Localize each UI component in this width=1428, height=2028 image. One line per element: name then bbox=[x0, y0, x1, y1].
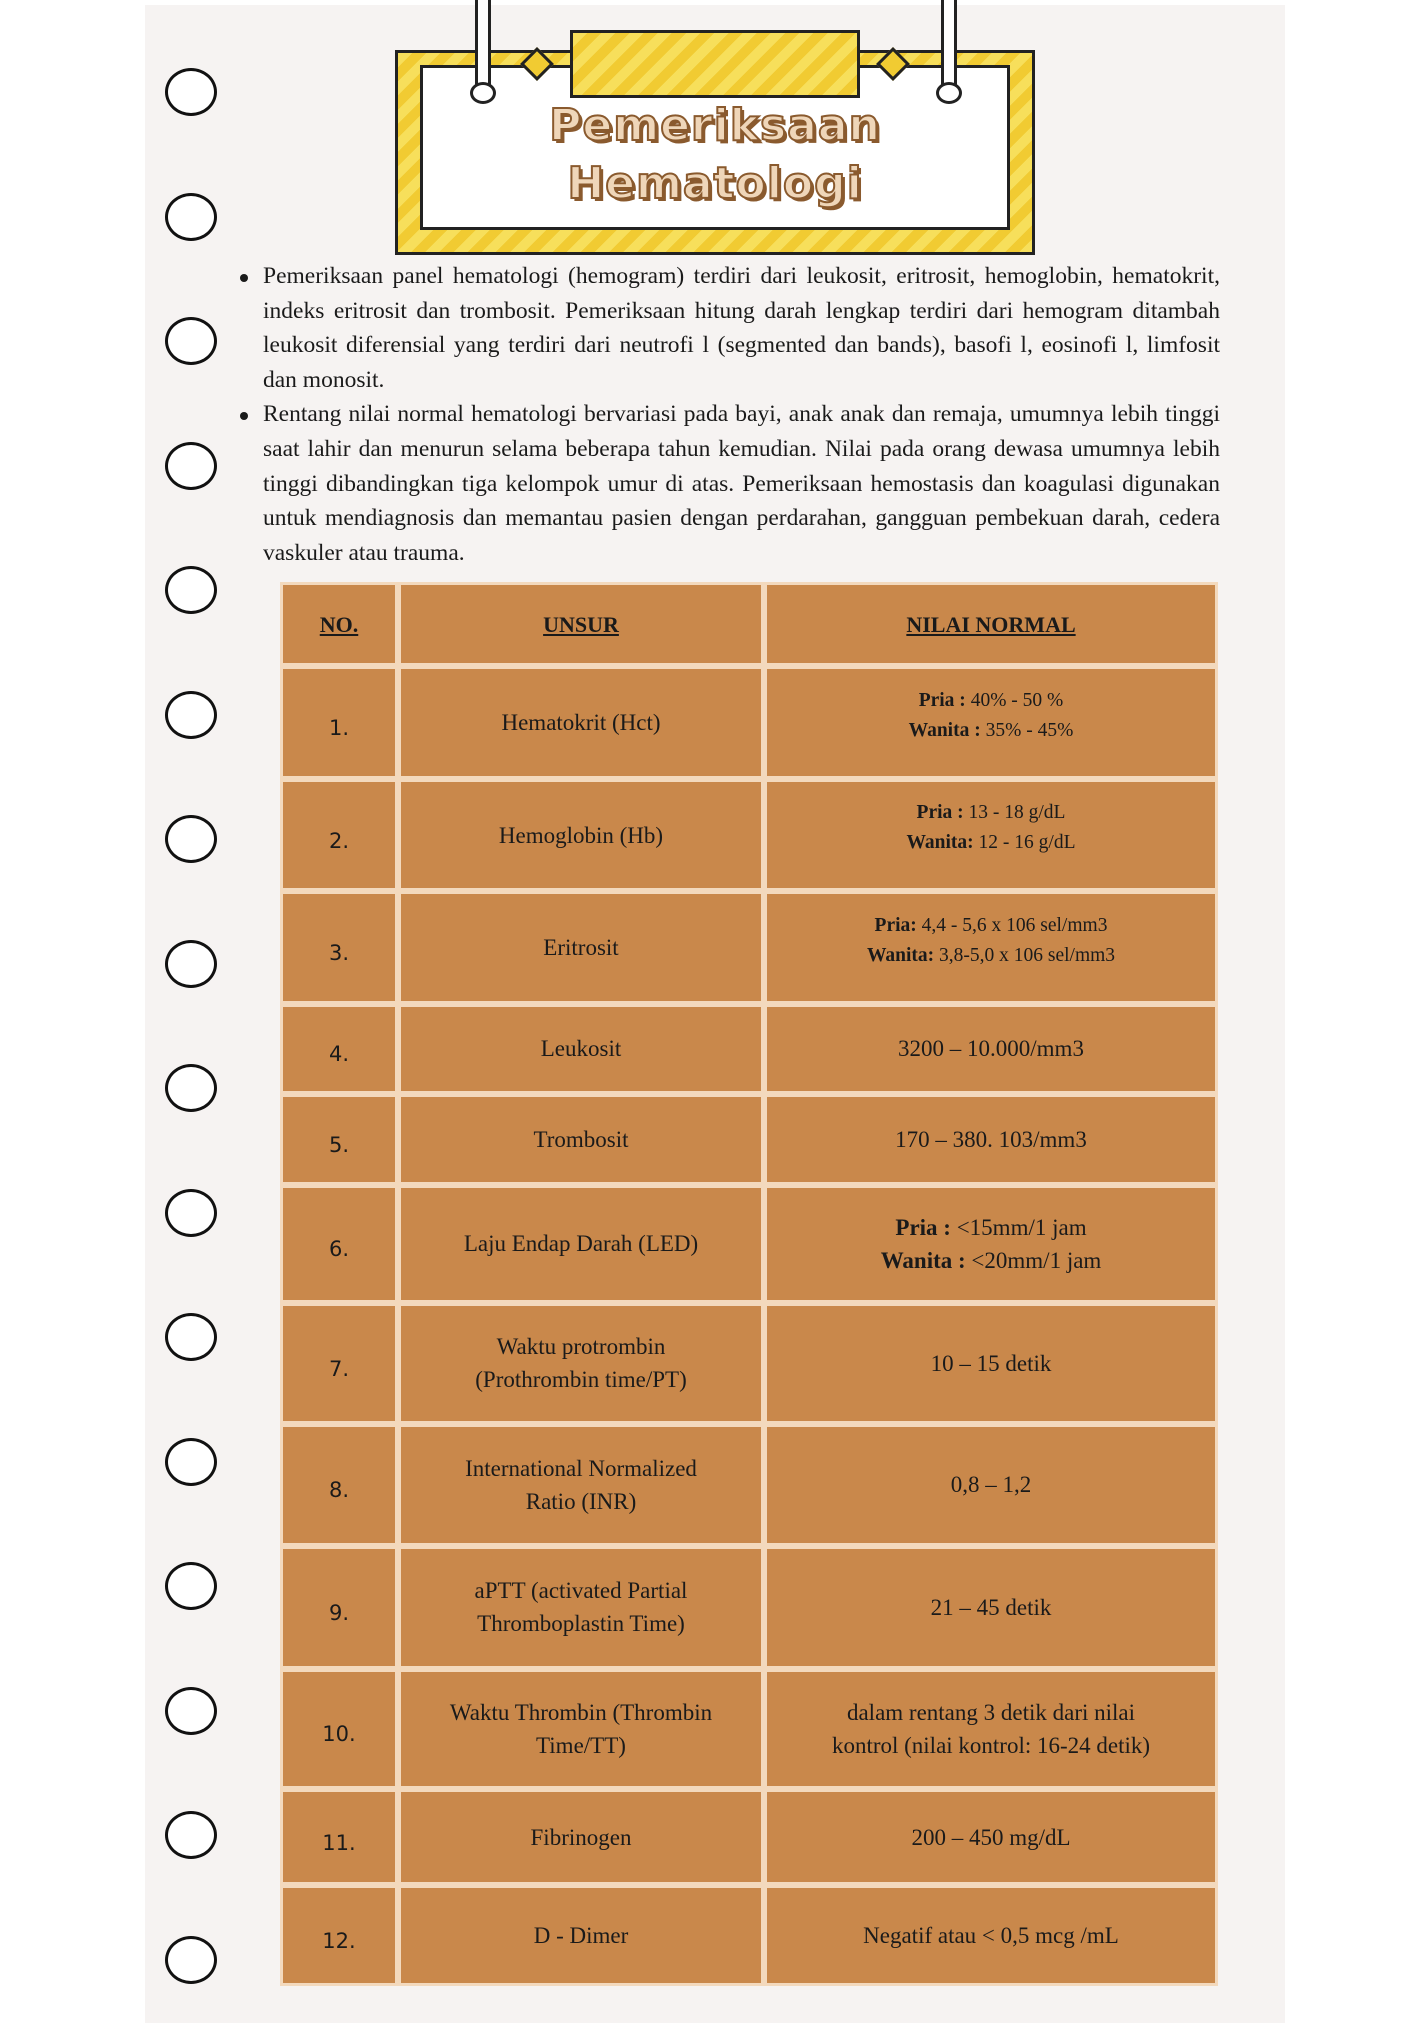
row-number: 11. bbox=[280, 1789, 398, 1885]
row-unsur bbox=[398, 1669, 764, 1790]
sex-label: Wanita: bbox=[906, 832, 974, 854]
binder-ring-icon bbox=[165, 317, 217, 365]
header-unsur: UNSUR bbox=[398, 582, 764, 666]
unsur-line: Waktu protrombin bbox=[496, 1334, 666, 1360]
row-unsur: Hemoglobin (Hb) bbox=[398, 779, 764, 891]
unsur-line: International Normalized bbox=[465, 1455, 697, 1481]
table-row bbox=[280, 666, 1218, 778]
binder-ring-icon bbox=[165, 442, 217, 490]
row-nilai bbox=[764, 666, 1218, 778]
binder-ring-icon bbox=[165, 1438, 217, 1486]
row-number: 8. bbox=[280, 1424, 398, 1547]
row-unsur bbox=[398, 1546, 764, 1669]
table-row bbox=[280, 891, 1218, 1003]
table-row bbox=[280, 1424, 1218, 1547]
bullet-list bbox=[238, 259, 1220, 570]
row-unsur bbox=[398, 1424, 764, 1547]
binder-ring-icon bbox=[165, 1811, 217, 1859]
binder-ring-icon bbox=[165, 1562, 217, 1610]
row-nilai: 3200 – 10.000/mm3 bbox=[764, 1004, 1218, 1094]
table-row bbox=[280, 1546, 1218, 1669]
row-unsur: Leukosit bbox=[398, 1004, 764, 1094]
table-row bbox=[280, 1004, 1218, 1094]
row-number: 9. bbox=[280, 1546, 398, 1669]
title-line-1: Pemeriksaan bbox=[549, 100, 881, 151]
intro-text bbox=[238, 259, 1220, 570]
row-nilai bbox=[764, 1185, 1218, 1304]
header-no: NO. bbox=[280, 582, 398, 666]
table-row bbox=[280, 1185, 1218, 1304]
hanger-pole-icon bbox=[475, 0, 491, 92]
row-number: 10. bbox=[280, 1669, 398, 1790]
table-row bbox=[280, 779, 1218, 891]
sex-label: Wanita : bbox=[908, 719, 981, 741]
row-nilai: 170 – 380. 103/mm3 bbox=[764, 1094, 1218, 1184]
row-nilai bbox=[764, 1669, 1218, 1790]
row-nilai: Negatif atau < 0,5 mcg /mL bbox=[764, 1885, 1218, 1986]
row-number: 6. bbox=[280, 1185, 398, 1304]
unsur-line: Thromboplastin Time) bbox=[477, 1611, 685, 1637]
sex-label: Pria : bbox=[918, 689, 966, 711]
binder-ring-icon bbox=[165, 566, 217, 614]
sex-label: Pria: bbox=[874, 914, 917, 936]
unsur-line: Waktu Thrombin (Thrombin bbox=[449, 1699, 713, 1725]
value-text: 40% - 50 % bbox=[965, 689, 1064, 711]
value-text: 13 - 18 g/dL bbox=[963, 802, 1066, 824]
row-nilai bbox=[764, 891, 1218, 1003]
sex-label: Pria : bbox=[916, 802, 964, 824]
row-unsur: Eritrosit bbox=[398, 891, 764, 1003]
row-nilai: 10 – 15 detik bbox=[764, 1303, 1218, 1424]
row-number: 2. bbox=[280, 779, 398, 891]
binder-ring-icon bbox=[165, 68, 217, 116]
row-unsur: Trombosit bbox=[398, 1094, 764, 1184]
binder-ring-icon bbox=[165, 691, 217, 739]
row-nilai: 0,8 – 1,2 bbox=[764, 1424, 1218, 1547]
row-number: 3. bbox=[280, 891, 398, 1003]
reference-table bbox=[280, 582, 1218, 1986]
sign-tab bbox=[570, 30, 860, 98]
title-sign bbox=[395, 0, 1035, 255]
table-row bbox=[280, 1669, 1218, 1790]
unsur-line: aPTT (activated Partial bbox=[474, 1578, 688, 1604]
title-line-2: Hematologi bbox=[567, 158, 863, 209]
sex-label: Pria : bbox=[895, 1214, 951, 1240]
value-text: 4,4 - 5,6 x 106 sel/mm3 bbox=[916, 914, 1108, 936]
bullet-item: Pemeriksaan panel hematologi (hemogram) terdiri dari leukosit, eritrosit, hemoglobin, hematokrit, indeks eritrosit dan trombosit. Pemeriksaan hitung darah lengkap terdiri dari hemogram ditambah leukosit diferensial yang terdiri dari neutrofi l (segmented dan bands), basofi l, eosinofi l, limfosit dan monosit. bbox=[238, 259, 1220, 397]
table-header-row bbox=[280, 582, 1218, 666]
table-row bbox=[280, 1789, 1218, 1885]
nilai-line: kontrol (nilai kontrol: 16-24 detik) bbox=[831, 1732, 1151, 1758]
binder-ring-icon bbox=[165, 1687, 217, 1735]
value-text: 3,8-5,0 x 106 sel/mm3 bbox=[934, 944, 1116, 966]
row-number: 12. bbox=[280, 1885, 398, 1986]
sex-label: Wanita: bbox=[866, 944, 935, 966]
hematology-table bbox=[280, 582, 1218, 1986]
row-unsur: Hematokrit (Hct) bbox=[398, 666, 764, 778]
binder-ring-icon bbox=[165, 815, 217, 863]
binder-ring-icon bbox=[165, 940, 217, 988]
sex-label: Wanita : bbox=[880, 1247, 966, 1273]
row-number: 1. bbox=[280, 666, 398, 778]
bullet-item: Rentang nilai normal hematologi bervariasi pada bayi, anak anak dan remaja, umumnya lebih tinggi saat lahir dan menurun selama beberapa tahun kemudian. Nilai pada orang dewasa umumnya lebih tinggi dibandingkan tiga kelompok umur di atas. Pemeriksaan hemostasis dan koagulasi digunakan untuk mendiagnosis dan memantau pasien dengan perdarahan, gangguan pembekuan darah, cedera vaskuler atau trauma. bbox=[238, 397, 1220, 570]
row-unsur: Fibrinogen bbox=[398, 1789, 764, 1885]
table-row bbox=[280, 1303, 1218, 1424]
value-text: <20mm/1 jam bbox=[965, 1247, 1102, 1273]
unsur-line: Time/TT) bbox=[536, 1732, 626, 1758]
binder-ring-icon bbox=[165, 193, 217, 241]
value-text: 12 - 16 g/dL bbox=[973, 832, 1076, 854]
row-nilai: 21 – 45 detik bbox=[764, 1546, 1218, 1669]
row-number: 7. bbox=[280, 1303, 398, 1424]
page-title bbox=[395, 97, 1035, 213]
binder-ring-icon bbox=[165, 1189, 217, 1237]
hanger-pole-icon bbox=[941, 0, 957, 92]
binder-ring-icon bbox=[165, 1064, 217, 1112]
table-row bbox=[280, 1094, 1218, 1184]
row-unsur: Laju Endap Darah (LED) bbox=[398, 1185, 764, 1304]
nilai-line: dalam rentang 3 detik dari nilai bbox=[846, 1699, 1136, 1725]
row-nilai bbox=[764, 779, 1218, 891]
table-row bbox=[280, 1885, 1218, 1986]
value-text: 35% - 45% bbox=[980, 719, 1074, 741]
unsur-line: (Prothrombin time/PT) bbox=[475, 1367, 687, 1393]
binder-ring-icon bbox=[165, 1313, 217, 1361]
value-text: <15mm/1 jam bbox=[950, 1214, 1087, 1240]
row-number: 5. bbox=[280, 1094, 398, 1184]
unsur-line: Ratio (INR) bbox=[525, 1488, 637, 1514]
header-nilai: NILAI NORMAL bbox=[764, 582, 1218, 666]
row-unsur bbox=[398, 1303, 764, 1424]
row-unsur: D - Dimer bbox=[398, 1885, 764, 1986]
binder-ring-icon bbox=[165, 1936, 217, 1984]
row-nilai: 200 – 450 mg/dL bbox=[764, 1789, 1218, 1885]
row-number: 4. bbox=[280, 1004, 398, 1094]
